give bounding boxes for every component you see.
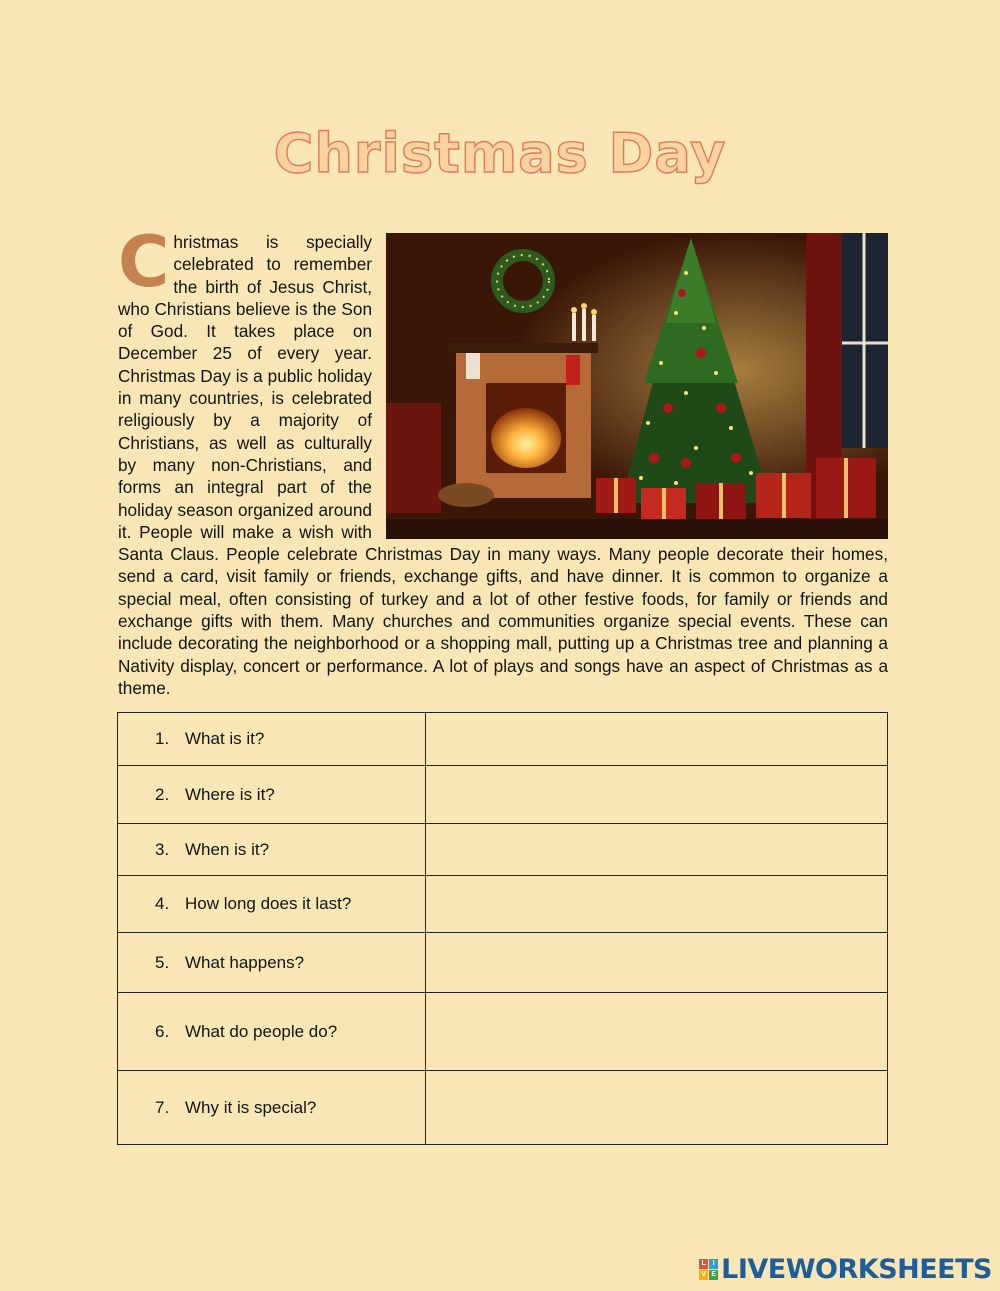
question-text: What is it?: [185, 729, 265, 748]
page-title: Christmas Day: [273, 122, 727, 185]
question-text: When is it?: [185, 839, 270, 859]
question-cell: 4. How long does it last?: [118, 876, 426, 933]
question-text: Where is it?: [185, 784, 275, 804]
question-cell: 6. What do people do?: [118, 993, 426, 1071]
table-row: [118, 993, 888, 1071]
question-text: How long does it last?: [185, 894, 352, 913]
question-cell: 5. What happens?: [118, 933, 426, 993]
christmas-fireplace-photo: [386, 233, 888, 539]
answer-cell[interactable]: [426, 993, 888, 1071]
article: [118, 221, 888, 699]
liveworksheets-logo: [699, 1254, 992, 1285]
table-row: [118, 933, 888, 993]
answer-cell[interactable]: [426, 766, 888, 824]
article-text: hristmas is specially celebrated to remember the birth of Jesus Christ, who Christians believe is the Son of God. It takes place on December 25 of every year. Christmas Day is a public holiday in many countries, is celebrated religiously by a majority of Christians, as well as culturally by many non-Christians, and forms an integral part of the holiday season organized around it. People will make a wish with Santa Claus. People celebrate Christmas Day in many ways. Many people decorate their homes, send a card, visit family or friends, exchange gifts, and have dinner. It is common to organize a special meal, often consisting of turkey and a lot of other festive foods, for family or friends and exchange gifts with them. Many churches and communities organize special events. These can include decorating the neighborhood or a shopping mall, putting up a Christmas tree and planning a Nativity display, concert or performance. A lot of plays and songs have an aspect of Christmas as a theme.: [118, 232, 888, 698]
question-text: What happens?: [185, 952, 305, 972]
answer-cell[interactable]: [426, 933, 888, 993]
answer-cell[interactable]: [426, 713, 888, 766]
table-row: [118, 713, 888, 766]
table-row: [118, 824, 888, 876]
table-row: [118, 1071, 888, 1145]
question-table: [117, 712, 888, 1145]
question-cell: 3. When is it?: [118, 824, 426, 876]
photo-illustration: [386, 233, 888, 539]
brand-name: LIVEWORKSHEETS: [721, 1254, 992, 1285]
question-cell: 2. Where is it?: [118, 766, 426, 824]
question-cell: 1. What is it?: [118, 713, 426, 766]
answer-cell[interactable]: [426, 824, 888, 876]
table-row: [118, 876, 888, 933]
question-cell: 7. Why it is special?: [118, 1071, 426, 1145]
answer-cell[interactable]: [426, 1071, 888, 1145]
table-row: [118, 766, 888, 824]
drop-cap: C: [118, 221, 170, 303]
question-text: Why it is special?: [185, 1097, 317, 1117]
logo-blocks-icon: L I V E: [699, 1259, 718, 1280]
answer-cell[interactable]: [426, 876, 888, 933]
question-text: What do people do?: [185, 1021, 338, 1041]
